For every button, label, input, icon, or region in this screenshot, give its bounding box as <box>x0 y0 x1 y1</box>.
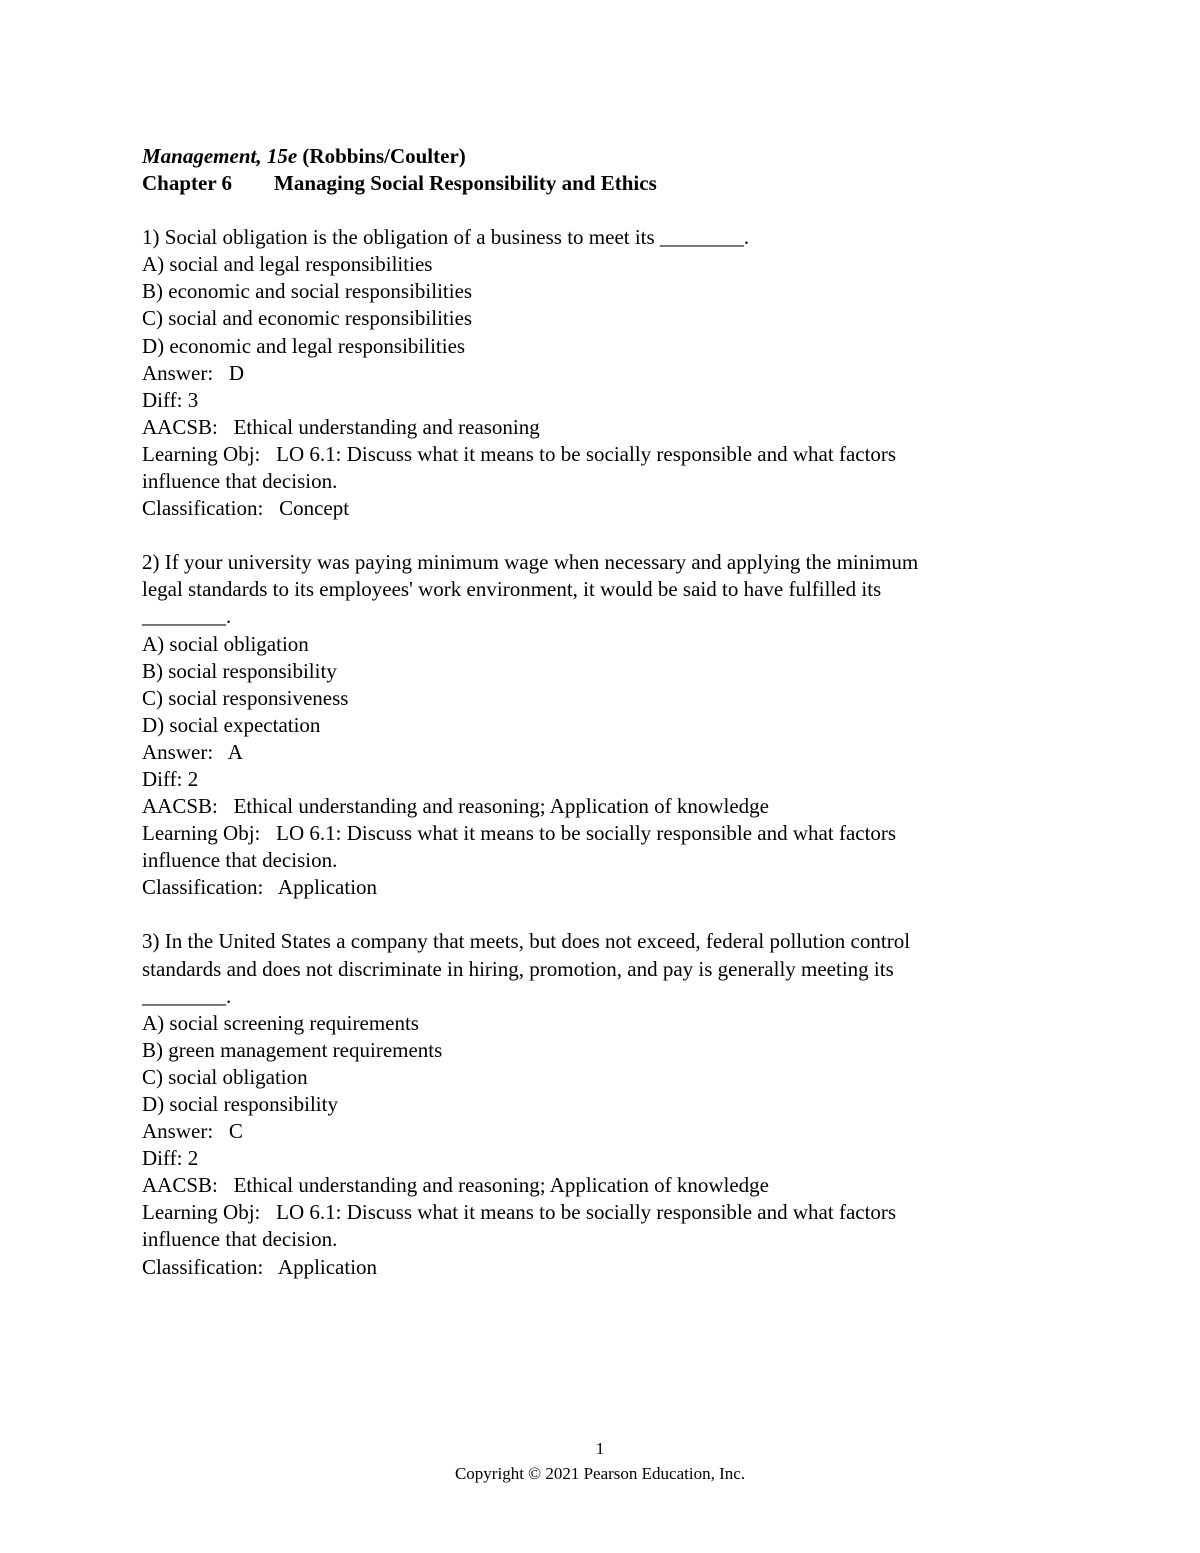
difficulty: Diff: 3 <box>142 387 199 412</box>
answer: Answer: D <box>142 360 245 385</box>
answer: Answer: A <box>142 739 243 764</box>
learning-objective: Learning Obj: LO 6.1: Discuss what it means to be socially responsible and what factors <box>142 441 897 466</box>
page-number: 1 <box>595 1439 605 1458</box>
question-stem: 3) In the United States a company that meets, but does not exceed, federal pollution control <box>142 929 911 954</box>
option-c: C) social obligation <box>142 1064 308 1089</box>
learning-objective-cont: influence that decision. <box>142 469 338 494</box>
question-stem-cont: standards and does not discriminate in hiring, promotion, and pay is generally meeting its <box>142 956 894 981</box>
question-2 <box>142 549 1042 901</box>
option-c: C) social and economic responsibilities <box>142 306 473 331</box>
learning-objective: Learning Obj: LO 6.1: Discuss what it means to be socially responsible and what factors <box>142 821 897 846</box>
chapter-title: Managing Social Responsibility and Ethics <box>274 171 657 196</box>
option-a: A) social and legal responsibilities <box>142 252 433 277</box>
difficulty: Diff: 2 <box>142 766 199 791</box>
option-b: B) social responsibility <box>142 658 337 683</box>
page-content <box>142 143 1042 1308</box>
option-b: B) economic and social responsibilities <box>142 279 473 304</box>
aacsb: AACSB: Ethical understanding and reasoning; Application of knowledge <box>142 794 769 819</box>
learning-objective: Learning Obj: LO 6.1: Discuss what it means to be socially responsible and what factors <box>142 1200 897 1225</box>
answer: Answer: C <box>142 1119 243 1144</box>
learning-objective-cont: influence that decision. <box>142 848 338 873</box>
classification: Classification: Concept <box>142 496 350 521</box>
question-1 <box>142 224 1042 522</box>
classification: Classification: Application <box>142 875 378 900</box>
copyright-notice: Copyright © 2021 Pearson Education, Inc. <box>454 1464 746 1483</box>
spacer <box>142 197 1042 224</box>
question-stem-cont: ________. <box>142 604 232 629</box>
question-stem-cont: ________. <box>142 983 232 1008</box>
difficulty: Diff: 2 <box>142 1146 199 1171</box>
option-d: D) social responsibility <box>142 1092 338 1116</box>
book-authors: (Robbins/Coulter) <box>302 144 466 168</box>
chapter-label: Chapter 6 <box>142 171 233 196</box>
option-a: A) social obligation <box>142 631 309 656</box>
option-b: B) green management requirements <box>142 1037 443 1062</box>
option-c: C) social responsiveness <box>142 685 349 710</box>
question-3 <box>142 928 1042 1280</box>
aacsb: AACSB: Ethical understanding and reasoning; Application of knowledge <box>142 1173 769 1198</box>
book-heading <box>142 143 1042 170</box>
question-stem: 1) Social obligation is the obligation of a business to meet its ________. <box>142 225 750 250</box>
classification: Classification: Application <box>142 1254 378 1279</box>
chapter-heading <box>142 170 1042 197</box>
aacsb: AACSB: Ethical understanding and reasoning <box>142 414 540 439</box>
question-stem-cont: legal standards to its employees' work environment, it would be said to have fulfilled its <box>142 577 882 602</box>
learning-objective-cont: influence that decision. <box>142 1227 338 1252</box>
question-stem: 2) If your university was paying minimum wage when necessary and applying the minimum <box>142 550 919 575</box>
option-a: A) social screening requirements <box>142 1010 419 1035</box>
book-title: Management, 15e <box>142 144 298 168</box>
option-d: D) economic and legal responsibilities <box>142 333 466 358</box>
option-d: D) social expectation <box>142 712 321 737</box>
